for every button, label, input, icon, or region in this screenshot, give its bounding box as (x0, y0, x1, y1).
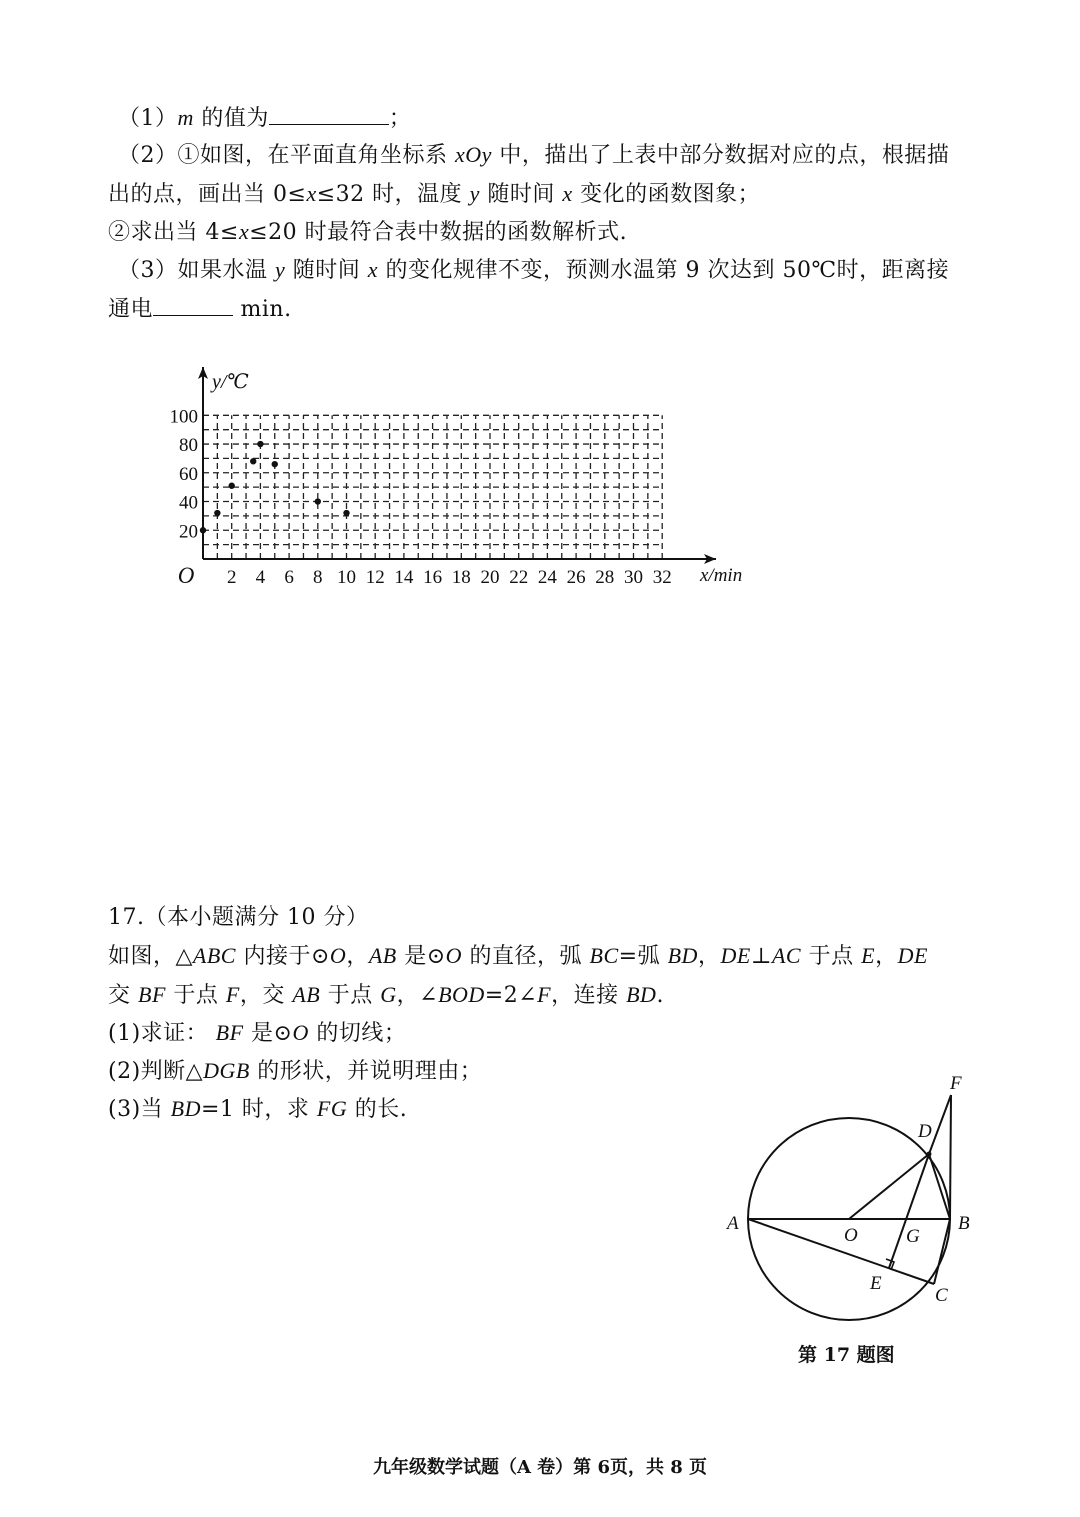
data-point (272, 461, 278, 467)
x-tick-label: 6 (284, 567, 294, 588)
y-tick-label: 80 (179, 435, 198, 457)
y-tick-label: 60 (179, 463, 198, 485)
label-c: C (935, 1285, 948, 1306)
y-tick-label: 20 (179, 521, 198, 543)
q16-part3-line2: 通电 min. (108, 293, 292, 325)
q17-sub3: (3)当 BD=1 时，求 FG 的长. (108, 1096, 408, 1122)
q17-stem-line1: 如图，△ABC 内接于⊙O，AB 是⊙O 的直径，弧 BC=弧 BD，DE⊥AC 于点 E，DE (108, 943, 928, 969)
data-point (343, 510, 349, 516)
q17-sub2: (2)判断△DGB 的形状，并说明理由； (108, 1058, 483, 1084)
x-tick-label: 24 (537, 567, 557, 588)
label-f: F (950, 1073, 962, 1094)
x-tick-label: 2 (226, 567, 237, 588)
label-a: A (727, 1213, 739, 1234)
label-e: E (870, 1273, 882, 1294)
segment-bc (934, 1219, 950, 1284)
y-tick-label: 40 (179, 492, 198, 514)
chart-origin-label: O (177, 563, 195, 588)
q17-stem-line2: 交 BF 于点 F，交 AB 于点 G，∠BOD=2∠F，连接 BD. (108, 982, 664, 1008)
figure-caption: 第 17 题图 (798, 1344, 895, 1366)
x-tick-label: 10 (337, 567, 356, 588)
segment-bd (929, 1154, 950, 1219)
data-point (315, 498, 321, 504)
chart-y-axis-label: y/℃ (212, 371, 249, 393)
q16-part2-line1: （2）①如图，在平面直角坐标系 xOy 中，描出了上表中部分数据对应的点，根据描 (118, 142, 950, 168)
y-tick-label: 100 (169, 406, 198, 428)
data-point (229, 483, 235, 489)
x-tick-label: 26 (566, 567, 586, 588)
q16-part2-line2: 出的点，画出当 0≤x≤32 时，温度 y 随时间 x 变化的函数图象； (108, 181, 761, 207)
label-g: G (906, 1226, 920, 1247)
data-point (257, 441, 263, 447)
q17-sub1: (1)求证： BF 是⊙O 的切线； (108, 1020, 407, 1046)
segment-df (929, 1095, 951, 1154)
label-d: D (918, 1121, 932, 1142)
point-d (927, 1152, 932, 1157)
x-tick-label: 20 (480, 567, 500, 588)
label-b: B (958, 1213, 970, 1234)
x-tick-label: 14 (394, 567, 414, 588)
q16-part1: （1）m 的值为 ； (118, 102, 411, 134)
x-tick-label: 16 (423, 567, 443, 588)
q17-header: 17.（本小题满分 10 分） (108, 905, 369, 930)
q16-part3-line1: （3）如果水温 y 随时间 x 的变化规律不变，预测水温第 9 次达到 50℃时，距离接 (118, 257, 950, 283)
temperature-time-chart (0, 0, 1080, 640)
chart-x-axis-label: x/min (700, 565, 743, 586)
x-tick-label: 28 (595, 567, 615, 588)
q17-geometry-figure (700, 1060, 1000, 1330)
segment-bf (950, 1095, 951, 1219)
x-tick-label: 4 (255, 567, 266, 588)
label-o: O (844, 1225, 858, 1246)
x-tick-label: 18 (451, 567, 471, 588)
data-point (200, 527, 206, 533)
data-point (214, 510, 220, 516)
chart-grid (203, 415, 662, 559)
x-tick-label: 32 (652, 567, 672, 588)
page-footer: 九年级数学试题（A 卷）第 6页，共 8 页 (372, 1457, 708, 1478)
x-tick-label: 30 (624, 567, 643, 588)
x-tick-label: 12 (365, 567, 385, 588)
q16-part2-line3: ②求出当 4≤x≤20 时最符合表中数据的函数解析式. (108, 219, 628, 245)
chart-tick-labels (170, 406, 672, 588)
x-tick-label: 22 (509, 567, 529, 588)
x-tick-label: 8 (313, 567, 323, 588)
data-point (250, 458, 256, 464)
